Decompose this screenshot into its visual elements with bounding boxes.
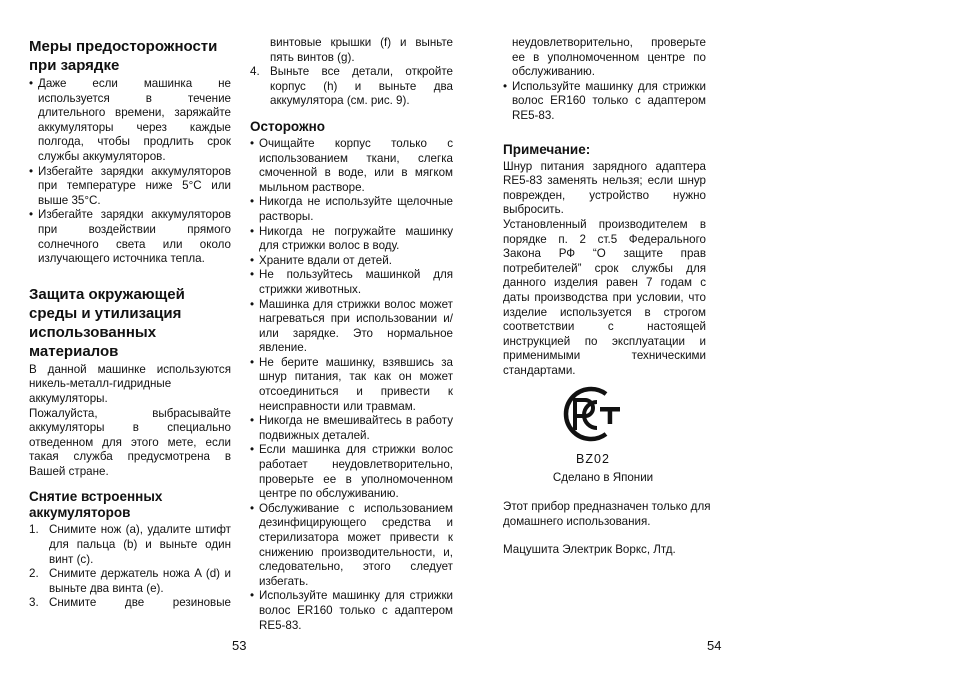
list-item: • Машинка для стрижки волос может нагреваться при использовании и/или зарядке. Это нормальное явление. — [250, 298, 453, 356]
left-column — [29, 37, 231, 611]
company-name: Мацушита Электрик Воркс, Лтд. — [503, 543, 676, 556]
note-title: Примечание: — [503, 141, 591, 157]
list-item: • Используйте машинку для стрижки волос ER160 только с адаптером RE5-83. — [250, 589, 453, 633]
list-item: • Очищайте корпус только с использованием ткани, слегка смоченной в воде, или в мягком мыльном растворе. — [250, 137, 453, 195]
made-in-label: Сделано в Японии — [552, 471, 654, 484]
step-item: 4. Выньте все детали, откройте корпус (h) и выньте два аккумулятора (см. рис. 9). — [250, 65, 453, 108]
continued-text: неудовлетворительно, проверьте ее в уполномоченном центре по обслуживанию. — [512, 36, 706, 79]
middle-column — [250, 36, 453, 633]
charging-precautions-title: Меры предосторожности при зарядке — [29, 38, 218, 74]
adapter-list — [503, 80, 706, 124]
certification-logo — [562, 384, 624, 444]
battery-removal-steps — [29, 523, 231, 611]
certification-code: BZ02 — [576, 452, 610, 466]
list-item: • Храните вдали от детей. — [250, 254, 453, 269]
battery-removal-steps-continued — [250, 36, 453, 109]
environment-title: Защита окружающей среды и утилизация использованных материалов — [29, 285, 185, 360]
environment-paragraph: Пожалуйста, выбрасывайте аккумуляторы в специально отведенном для этого мете, если такая служба предусмотрена в Вашей стране. — [29, 406, 231, 478]
list-item: • Используйте машинку для стрижки волос ER160 только с адаптером RE5-83. — [503, 80, 706, 124]
list-item: • Избегайте зарядки аккумуляторов при воздействии прямого солнечного света или около излучающего источника тепла. — [29, 208, 231, 266]
note-paragraph: Шнур питания зарядного адаптера RE5-83 заменять нельзя; если шнур поврежден, устройство нужно выбросить. — [503, 159, 706, 217]
rst-mark-icon — [562, 384, 624, 444]
household-use-text: Этот прибор предназначен только для домашнего использования. — [503, 500, 711, 528]
list-item: • Не берите машинку, взявшись за шнур питания, так как он может отсоединиться и привести к неисправности или травмам. — [250, 356, 453, 414]
list-item: • Никогда не вмешивайтесь в работу подвижных деталей. — [250, 414, 453, 443]
right-column — [503, 36, 706, 378]
step-item-continued: винтовые крышки (f) и выньте пять винтов (g). — [270, 36, 453, 64]
battery-removal-title: Снятие встроенных аккумуляторов — [29, 489, 163, 521]
step-item: 1. Снимите нож (а), удалите штифт для пальца (b) и выньте один винт (c). — [29, 523, 231, 566]
environment-paragraph: В данной машинке используются никель-металл-гидридные аккумуляторы. — [29, 362, 231, 405]
list-item: • Если машинка для стрижки волос работает неудовлетворительно, проверьте ее в уполномоченном центре по обслуживанию. — [250, 443, 453, 501]
list-item: • Избегайте зарядки аккумуляторов при температуре ниже 5°С или выше 35°С. — [29, 165, 231, 209]
step-item: 2. Снимите держатель ножа A (d) и выньте два винта (e). — [29, 567, 231, 595]
list-item: • Никогда не используйте щелочные растворы. — [250, 195, 453, 224]
list-item: • Даже если машинка не используется в течение длительного времени, заряжайте аккумуляторы через каждые полгода, чтобы продлить срок службы аккумуляторов. — [29, 77, 231, 165]
list-item: • Обслуживание с использованием дезинфицирующего средства и стерилизатора может привести к снижению производительности, и, следовательно, этого следует избегать. — [250, 502, 453, 590]
step-item: 3. Снимите две резиновые — [29, 596, 231, 610]
list-item: • Никогда не погружайте машинку для стрижки волос в воду. — [250, 225, 453, 254]
page-number-left: 53 — [232, 638, 247, 653]
note-paragraph: Установленный производителем в порядке п. 2 ст.5 Федерального Закона РФ “О защите прав потребителей” срок службы для данного изделия равен 7 годам с даты производства при условии, что изделие используется в строгом соответствии с настоящей инструкцией по эксплуатации и применимыми техническими стандартами. — [503, 217, 706, 377]
caution-list — [250, 137, 453, 633]
page-number-right: 54 — [707, 638, 722, 653]
list-item: • Не пользуйтесь машинкой для стрижки животных. — [250, 268, 453, 297]
charging-precautions-list — [29, 77, 231, 267]
caution-title: Осторожно — [250, 118, 325, 134]
